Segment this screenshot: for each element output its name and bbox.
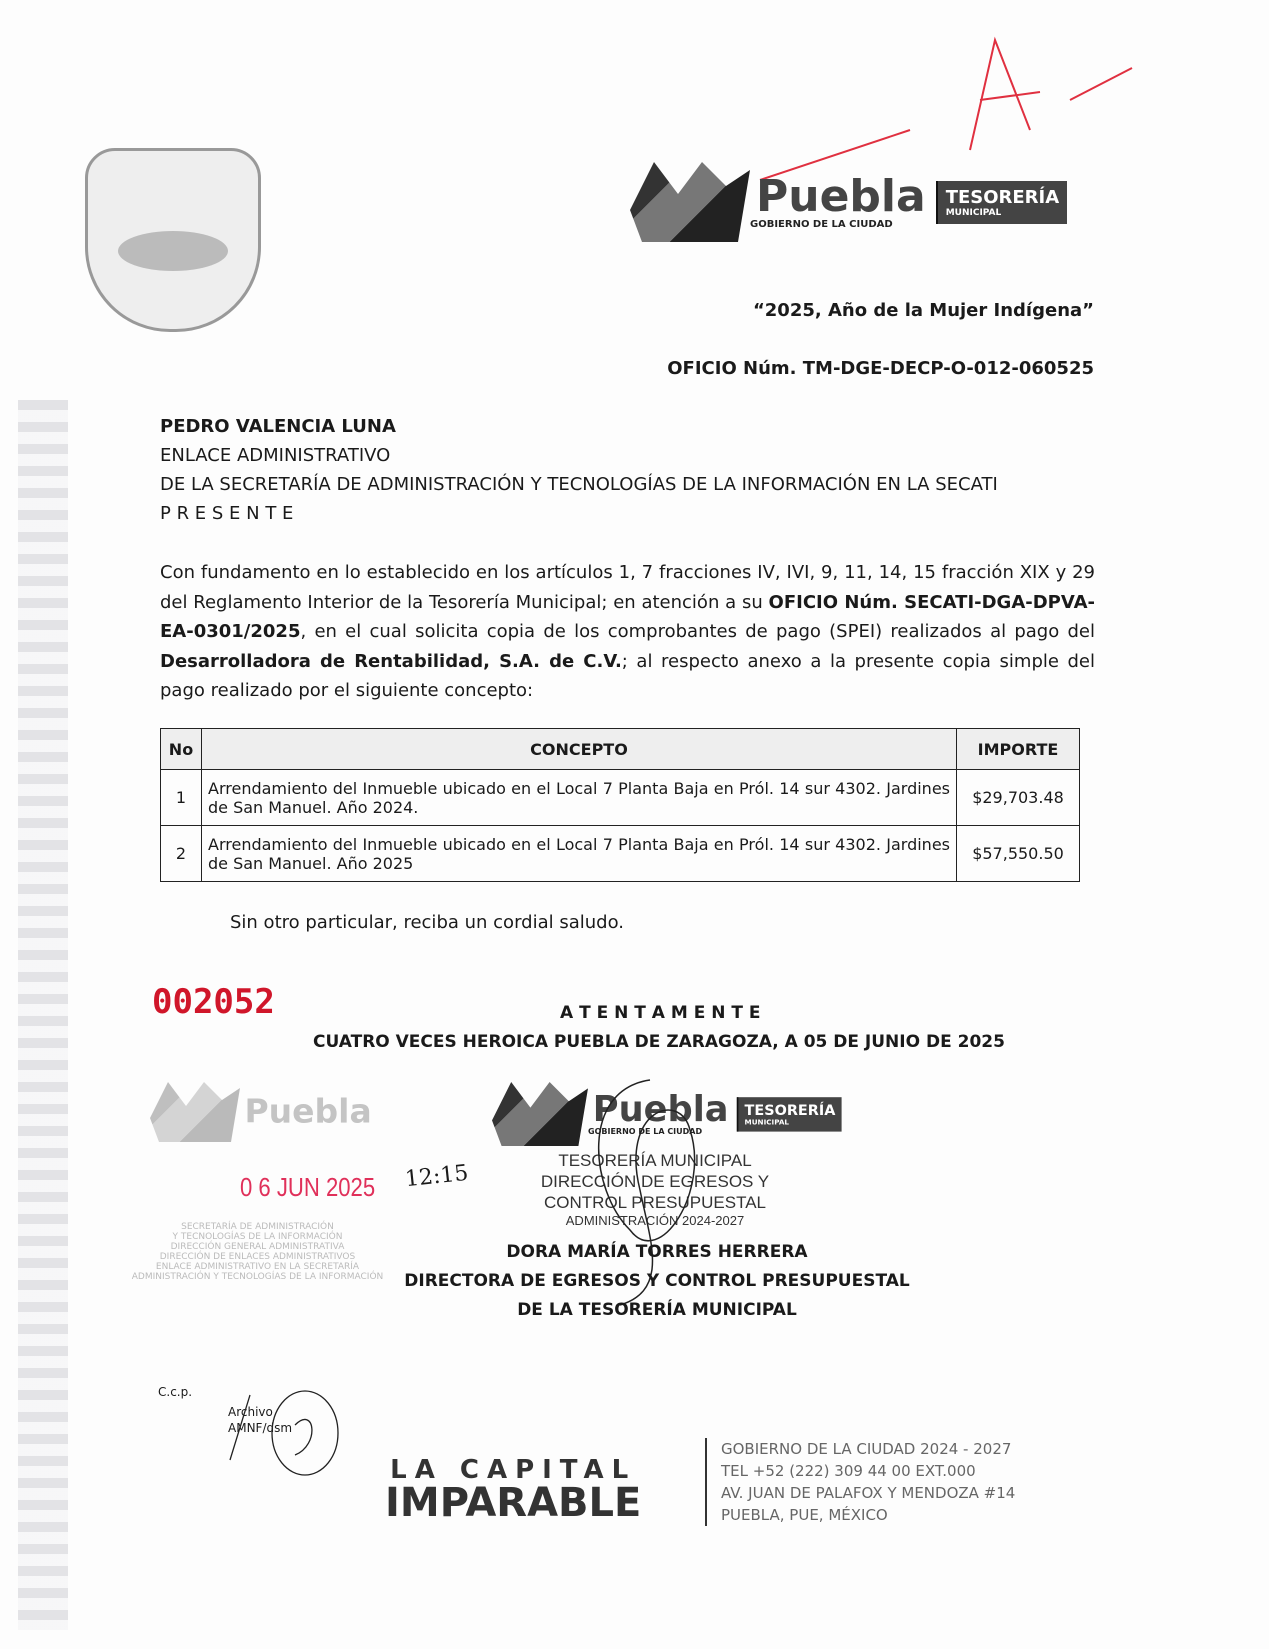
body-paragraph: Con fundamento en lo establecido en los artículos 1, 7 fracciones IV, IVI, 9, 11, 14, 15 fracción XIX y 29 del Reglamento Interior de la Tesorería Municipal; en atención a su OFICIO Núm. SECATI-DGA-DPVA-EA-0301/2025, en el cual solicita copia de los comprobantes de pago (SPEI) realizados al pago del Desarrolladora de Rentabilidad, S.A. de C.V.; al respecto anexo a la presente copia simple del pago realizado por el siguiente concepto: — [160, 562, 1096, 701]
place-date: CUATRO VECES HEROICA PUEBLA DE ZARAGOZA, A 05 DE JUNIO DE 2025 — [313, 1032, 1005, 1052]
puebla-tesoreria-logo: Puebla GOBIERNO DE LA CIUDAD TESORERÍA MUNICIPAL — [630, 162, 1067, 242]
tesoreria-seal-stamp: TESORERÍA MUNICIPAL DIRECCIÓN DE EGRESOS Y CONTROL PRESUPUESTAL ADMINISTRACIÓN 2024-2027 — [540, 1151, 770, 1228]
initials-signature-icon — [220, 1385, 350, 1485]
closing-line: Sin otro particular, reciba un cordial saludo. — [230, 912, 624, 933]
year-motto: “2025, Año de la Mujer Indígena” — [752, 300, 1094, 321]
ccp-archivo: Archivo AMNF/dsm — [228, 1405, 293, 1435]
recipient-block: PEDRO VALENCIA LUNA ENLACE ADMINISTRATIVO DE LA SECRETARÍA DE ADMINISTRACIÓN Y TECNOLOGÍAS DE LA INFORMACIÓN EN LA SECATI P R E S E N T E — [160, 416, 998, 524]
footer-contact: GOBIERNO DE LA CIUDAD 2024 - 2027 TEL +52 (222) 309 44 00 EXT.000 AV. JUAN DE PALAFOX Y MENDOZA #14 PUEBLA, PUE, MÉXICO — [705, 1438, 1015, 1526]
received-date-stamp: 0 6 JUN 2025 — [240, 1172, 376, 1202]
municipal-seal-logo — [85, 148, 261, 332]
oficio-number: OFICIO Núm. TM-DGE-DECP-O-012-060525 — [667, 358, 1094, 379]
received-time: 12:15 — [403, 1160, 470, 1193]
signer-block: DORA MARÍA TORRES HERRERA DIRECTORA DE EGRESOS Y CONTROL PRESUPUESTAL DE LA TESORERÍA MUNICIPAL — [404, 1242, 910, 1320]
signature-puebla-logo: Puebla GOBIERNO DE LA CIUDAD TESORERÍA MUNICIPAL — [492, 1082, 842, 1146]
table-row: 1 Arrendamiento del Inmueble ubicado en el Local 7 Planta Baja en Pról. 14 sur 4302. Jardines de San Manuel. Año 2024. $29,703.48 — [161, 770, 1080, 826]
received-stamp-text: SECRETARÍA DE ADMINISTRACIÓN Y TECNOLOGÍAS DE LA INFORMACIÓN DIRECCIÓN GENERAL ADMINISTRATIVA DIRECCIÓN DE ENLACES ADMINISTRATIVOS ENLACE ADMINISTRATIVO EN LA SECRETARÍA ADMINISTRACIÓN Y TECNOLOGÍAS DE LA INFORMACIÓN — [131, 1222, 384, 1282]
table-row: 2 Arrendamiento del Inmueble ubicado en el Local 7 Planta Baja en Pról. 14 sur 4302. Jardines de San Manuel. Año 2025 $57,550.50 — [161, 826, 1080, 882]
ccp-label: C.c.p. — [158, 1385, 193, 1399]
decorative-border — [18, 400, 68, 1630]
atentamente: A T E N T A M E N T E — [560, 1003, 761, 1023]
slogan-logo: LA CAPITAL IMPARABLE — [385, 1455, 642, 1526]
faded-puebla-logo: Puebla — [150, 1082, 372, 1142]
puebla-emblem-icon — [630, 162, 750, 242]
folio-number: 002052 — [152, 982, 275, 1022]
payments-table: No CONCEPTO IMPORTE 1 Arrendamiento del Inmueble ubicado en el Local 7 Planta Baja en Pról. 14 sur 4302. Jardines de San Manuel. Año 2024. $29,703.48 2 Arrendamiento del Inmueble ubicado en el Local 7 Planta Baja en Pról. 14 sur 4302. Jardines de San Manuel. Año 2025 $57,550.50 — [160, 728, 1080, 882]
